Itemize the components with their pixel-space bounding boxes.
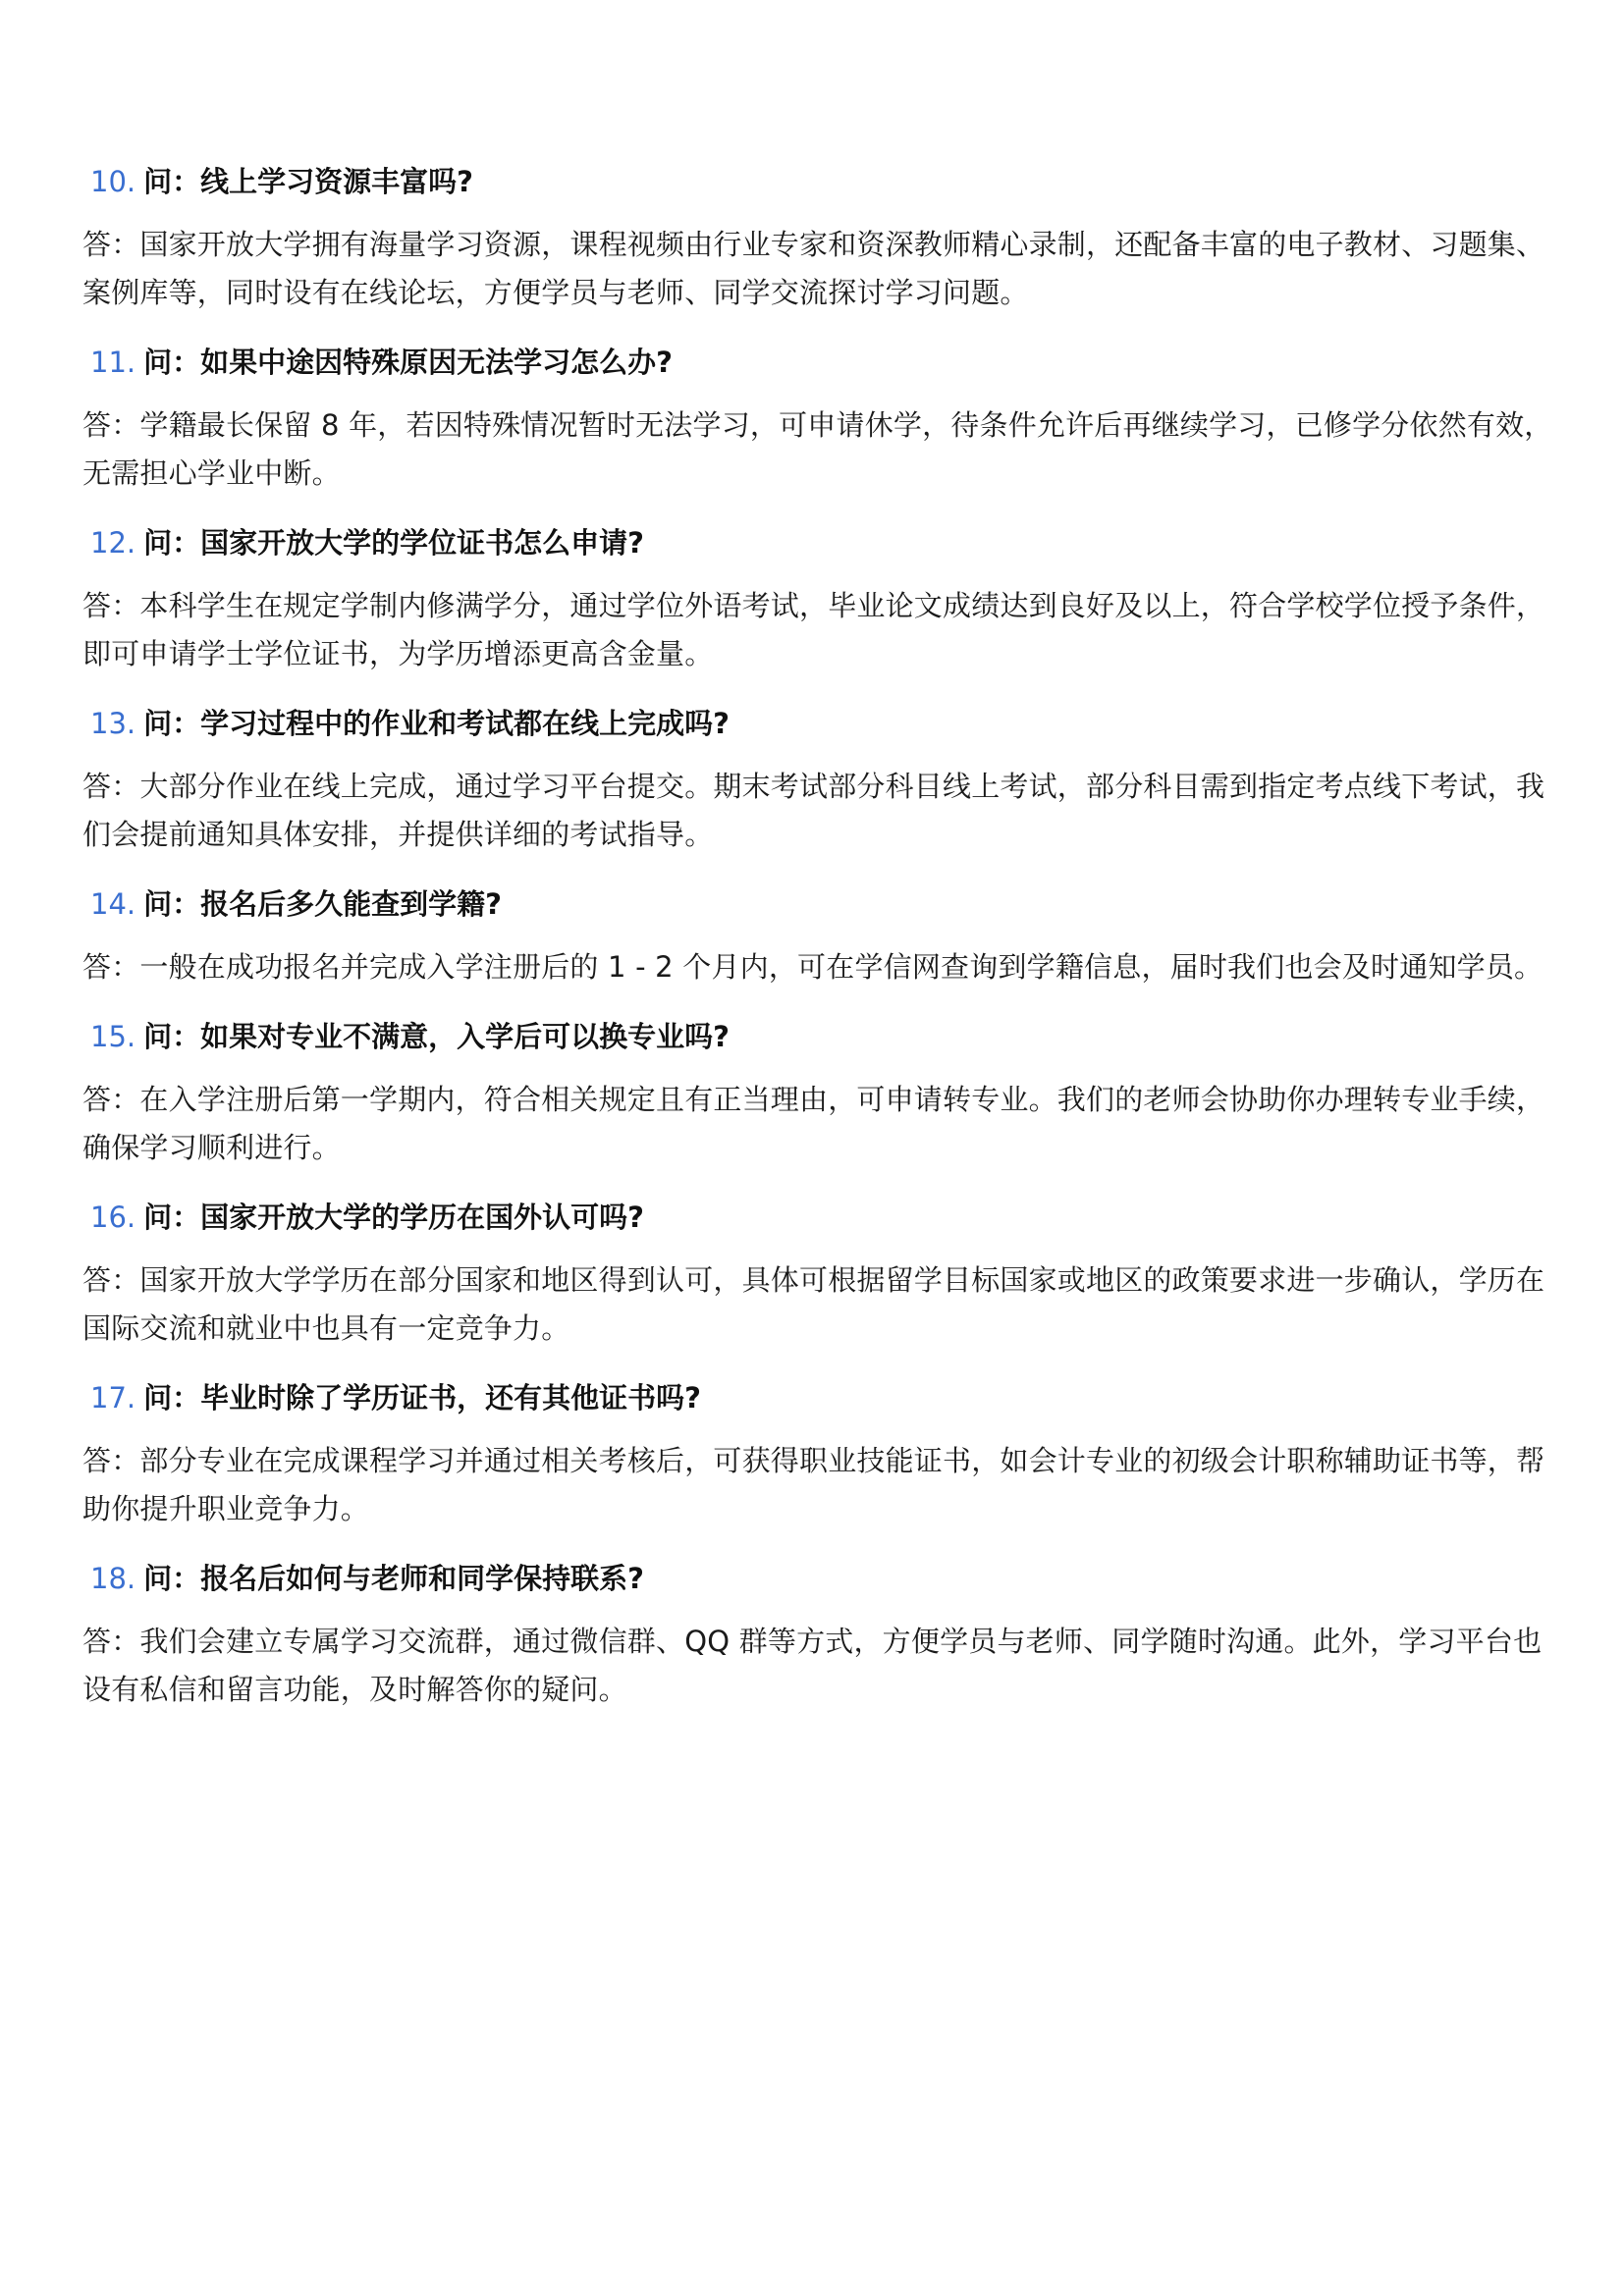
answer-text: 答：在入学注册后第一学期内，符合相关规定且有正当理由，可申请转专业。我们的老师会协助你办理转专业手续，确保学习顺利进行。 bbox=[82, 1083, 1545, 1164]
question-text: 问：报名后如何与老师和同学保持联系? bbox=[143, 1562, 644, 1595]
faq-item bbox=[82, 1017, 1555, 1172]
faq-question bbox=[90, 704, 1555, 743]
faq-page bbox=[82, 162, 1555, 1739]
question-text: 问：报名后多久能查到学籍? bbox=[143, 887, 502, 921]
answer-text: 答：国家开放大学拥有海量学习资源，课程视频由行业专家和资深教师精心录制，还配备丰富的电子教材、习题集、案例库等，同时设有在线论坛，方便学员与老师、同学交流探讨学习问题。 bbox=[82, 228, 1545, 309]
question-number: 15. bbox=[90, 1020, 136, 1053]
faq-question bbox=[90, 1198, 1555, 1237]
question-text: 问：毕业时除了学历证书，还有其他证书吗? bbox=[143, 1381, 701, 1415]
question-number: 10. bbox=[90, 165, 136, 198]
answer-text: 答：部分专业在完成课程学习并通过相关考核后，可获得职业技能证书，如会计专业的初级会计职称辅助证书等，帮助你提升职业竞争力。 bbox=[82, 1444, 1545, 1525]
faq-item bbox=[82, 1378, 1555, 1533]
faq-item bbox=[82, 704, 1555, 859]
question-number: 16. bbox=[90, 1201, 136, 1234]
faq-item bbox=[82, 1198, 1555, 1353]
faq-item bbox=[82, 523, 1555, 678]
question-text: 问：学习过程中的作业和考试都在线上完成吗? bbox=[143, 707, 730, 740]
answer-text: 答：一般在成功报名并完成入学注册后的 1 - 2 个月内，可在学信网查询到学籍信息，届时我们也会及时通知学员。 bbox=[82, 950, 1543, 984]
faq-item bbox=[82, 884, 1555, 991]
answer-text: 答：国家开放大学学历在部分国家和地区得到认可，具体可根据留学目标国家或地区的政策要求进一步确认，学历在国际交流和就业中也具有一定竞争力。 bbox=[82, 1263, 1545, 1345]
question-number: 14. bbox=[90, 887, 136, 921]
question-text: 问：国家开放大学的学位证书怎么申请? bbox=[143, 526, 644, 560]
faq-question bbox=[90, 1378, 1555, 1417]
faq-question bbox=[90, 884, 1555, 924]
faq-item bbox=[82, 343, 1555, 498]
question-text: 问：如果中途因特殊原因无法学习怎么办? bbox=[143, 346, 673, 379]
question-text: 问：如果对专业不满意，入学后可以换专业吗? bbox=[143, 1020, 730, 1053]
faq-question bbox=[90, 1559, 1555, 1598]
answer-text: 答：我们会建立专属学习交流群，通过微信群、QQ 群等方式，方便学员与老师、同学随时沟通。此外，学习平台也设有私信和留言功能，及时解答你的疑问。 bbox=[82, 1625, 1543, 1706]
answer-text: 答：大部分作业在线上完成，通过学习平台提交。期末考试部分科目线上考试，部分科目需到指定考点线下考试，我们会提前通知具体安排，并提供详细的考试指导。 bbox=[82, 770, 1545, 851]
question-number: 17. bbox=[90, 1381, 136, 1415]
faq-question bbox=[90, 343, 1555, 382]
question-number: 13. bbox=[90, 707, 136, 740]
faq-question bbox=[90, 1017, 1555, 1056]
answer-text: 答：本科学生在规定学制内修满学分，通过学位外语考试，毕业论文成绩达到良好及以上，符合学校学位授予条件，即可申请学士学位证书，为学历增添更高含金量。 bbox=[82, 589, 1545, 670]
question-number: 11. bbox=[90, 346, 136, 379]
answer-text: 答：学籍最长保留 8 年，若因特殊情况暂时无法学习，可申请休学，待条件允许后再继续学习，已修学分依然有效，无需担心学业中断。 bbox=[82, 408, 1553, 490]
faq-question bbox=[90, 162, 1555, 201]
faq-question bbox=[90, 523, 1555, 562]
question-number: 18. bbox=[90, 1562, 136, 1595]
faq-item bbox=[82, 1559, 1555, 1714]
faq-item bbox=[82, 162, 1555, 317]
question-text: 问：线上学习资源丰富吗? bbox=[143, 165, 473, 198]
question-text: 问：国家开放大学的学历在国外认可吗? bbox=[143, 1201, 644, 1234]
question-number: 12. bbox=[90, 526, 136, 560]
